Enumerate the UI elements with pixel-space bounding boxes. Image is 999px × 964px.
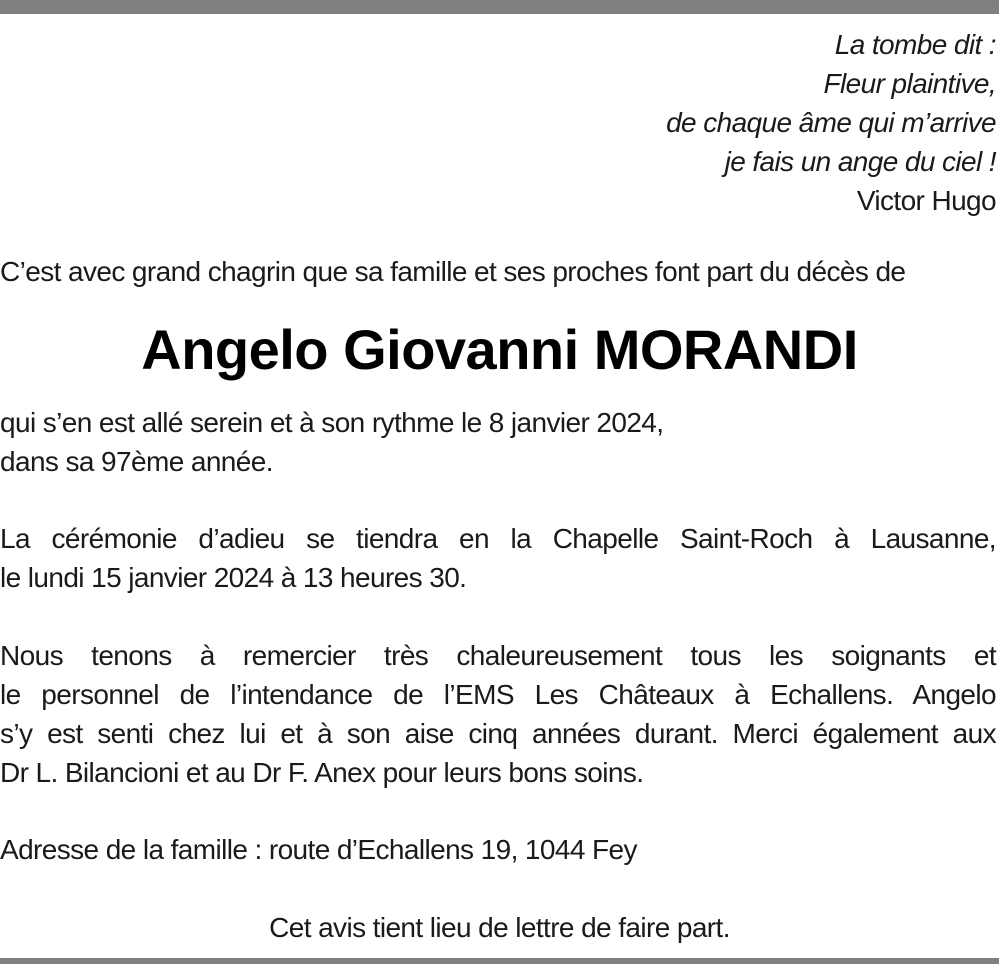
closing-note: Cet avis tient lieu de lettre de faire part.: [269, 912, 730, 943]
epigraph-line: je fais un ange du ciel !: [724, 146, 996, 177]
top-rule: [0, 0, 999, 14]
intro-text: C’est avec grand chagrin que sa famille et ses proches font part du décès de: [0, 256, 906, 287]
bottom-rule: [0, 958, 999, 964]
epigraph-line: La tombe dit :: [834, 29, 996, 60]
ceremony-line: La cérémonie d’adieu se tiendra en la Chapelle Saint-Roch à Lausanne,: [0, 523, 996, 554]
epigraph-line: Fleur plaintive,: [823, 68, 996, 99]
epigraph-author: Victor Hugo: [856, 185, 996, 216]
ceremony-line: le lundi 15 janvier 2024 à 13 heures 30.: [0, 562, 467, 593]
thanks-line: Dr L. Bilancioni et au Dr F. Anex pour leurs bons soins.: [0, 757, 644, 788]
thanks-line: le personnel de l’intendance de l’EMS Les Châteaux à Echallens. Angelo: [0, 679, 996, 710]
epigraph-line: de chaque âme qui m’arrive: [666, 107, 996, 138]
family-address: Adresse de la famille : route d’Echallens 19, 1044 Fey: [0, 834, 637, 865]
thanks-line: Nous tenons à remercier très chaleureusement tous les soignants et: [0, 640, 996, 671]
passing-line: dans sa 97ème année.: [0, 446, 273, 477]
passing-line: qui s’en est allé serein et à son rythme le 8 janvier 2024,: [0, 407, 664, 438]
deceased-name: Angelo Giovanni MORANDI: [141, 318, 858, 381]
thanks-line: s’y est senti chez lui et à son aise cinq années durant. Merci également aux: [0, 718, 996, 749]
